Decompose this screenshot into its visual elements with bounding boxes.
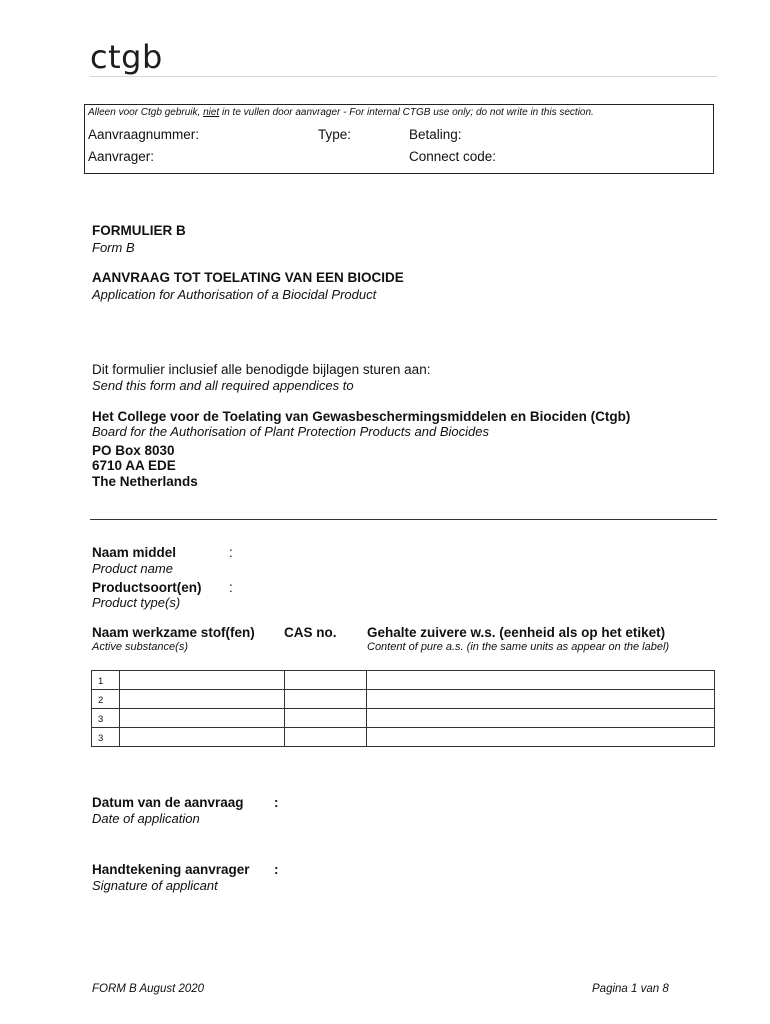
content-header: Gehalte zuivere w.s. (eenheid als op het etiket) xyxy=(367,625,666,640)
office-note-post: in te vullen door aanvrager - For internal CTGB use only; do not write in this section. xyxy=(219,107,594,118)
address-country: The Netherlands xyxy=(92,474,198,489)
address-org: Het College voor de Toelating van Gewasbeschermingsmiddelen en Biociden (Ctgb) xyxy=(92,409,631,424)
table-row xyxy=(92,671,715,690)
content-cell[interactable] xyxy=(367,671,715,690)
application-number-label: Aanvraagnummer: xyxy=(88,127,200,142)
form-subtitle: AANVRAAG TOT TOELATING VAN EEN BIOCIDE xyxy=(92,270,404,285)
product-type-label: Productsoort(en) xyxy=(92,580,202,595)
applicant-label: Aanvrager: xyxy=(88,149,155,164)
content-cell[interactable] xyxy=(367,728,715,747)
signature-label-en: Signature of applicant xyxy=(92,878,218,893)
form-title: FORMULIER B xyxy=(92,223,186,238)
form-title-en: Form B xyxy=(92,240,135,255)
address-po-box: PO Box 8030 xyxy=(92,443,175,458)
product-type-label-en: Product type(s) xyxy=(92,595,181,610)
table-row xyxy=(92,709,715,728)
ctgb-logo: ctgb xyxy=(90,38,163,76)
date-label-en: Date of application xyxy=(92,811,200,826)
section-divider xyxy=(90,519,717,520)
send-instruction: Dit formulier inclusief alle benodigde bijlagen sturen aan: xyxy=(92,362,431,377)
footer-page-number: Pagina 1 van 8 xyxy=(592,983,669,995)
table-row xyxy=(92,728,715,747)
product-name-label: Naam middel xyxy=(92,545,177,560)
signature-label: Handtekening aanvrager xyxy=(92,862,250,877)
row-number: 2 xyxy=(92,690,120,709)
content-header-en: Content of pure a.s. (in the same units as appear on the label) xyxy=(367,641,670,653)
content-cell[interactable] xyxy=(367,690,715,709)
row-number: 3 xyxy=(92,709,120,728)
address-postcode: 6710 AA EDE xyxy=(92,458,176,473)
substance-name-cell[interactable] xyxy=(120,671,285,690)
product-name-colon: : xyxy=(229,545,233,560)
substances-table xyxy=(91,670,715,747)
row-number: 3 xyxy=(92,728,120,747)
office-use-note xyxy=(88,107,594,118)
send-instruction-en: Send this form and all required appendices to xyxy=(92,378,354,393)
payment-label: Betaling: xyxy=(409,127,462,142)
substance-name-cell[interactable] xyxy=(120,728,285,747)
substance-name-cell[interactable] xyxy=(120,690,285,709)
cas-cell[interactable] xyxy=(285,709,367,728)
product-name-label-en: Product name xyxy=(92,561,173,576)
content-cell[interactable] xyxy=(367,709,715,728)
date-label: Datum van de aanvraag xyxy=(92,795,244,810)
form-subtitle-en: Application for Authorisation of a Biocidal Product xyxy=(92,287,377,302)
office-note-underlined: niet xyxy=(203,107,220,118)
active-substance-header: Naam werkzame stof(fen) xyxy=(92,625,255,640)
cas-cell[interactable] xyxy=(285,690,367,709)
date-colon: : xyxy=(274,795,279,810)
cas-cell[interactable] xyxy=(285,671,367,690)
address-org-en: Board for the Authorisation of Plant Protection Products and Biocides xyxy=(92,424,489,439)
cas-cell[interactable] xyxy=(285,728,367,747)
signature-colon: : xyxy=(274,862,279,877)
cas-header: CAS no. xyxy=(284,625,337,640)
footer-form-version: FORM B August 2020 xyxy=(92,983,205,995)
connect-code-label: Connect code: xyxy=(409,149,497,164)
product-type-colon: : xyxy=(229,580,233,595)
active-substance-header-en: Active substance(s) xyxy=(92,641,188,653)
table-row xyxy=(92,690,715,709)
type-label: Type: xyxy=(318,127,352,142)
header-divider xyxy=(90,76,717,77)
row-number: 1 xyxy=(92,671,120,690)
office-note-pre: Alleen voor Ctgb gebruik, xyxy=(88,107,204,118)
substance-name-cell[interactable] xyxy=(120,709,285,728)
